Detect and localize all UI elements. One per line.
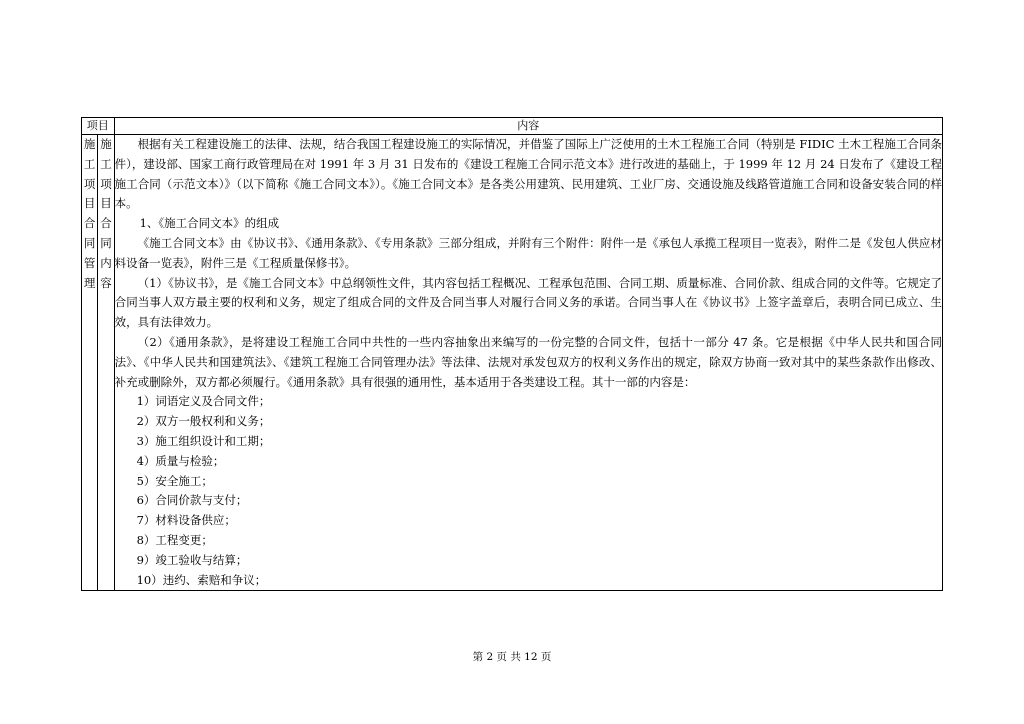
subsection-label-line: 合同内容 <box>100 216 112 290</box>
list-item: 2）双方一般权利和义务； <box>136 414 271 429</box>
column-header-item: 项目 <box>82 118 115 135</box>
content-paragraph: 根据有关工程建设施工的法律、法规，结合我国工程建设施工的实际情况，并借鉴了国际上广泛使用的土木工程施工合同（特别是 FIDIC 土木工程施工合同条件），建设部、国家工商行政管理局在对 1991 年 3 月 31 日发布的《建设工程施工合同示范文本》进行改进的基础上，于 1999 年 12 月 24 日发布了《建设工程施工合同（示范文本）》（以下简称《施工合同文本》）。《施工合同文本》是各类公用建筑、民用建筑、工业厂房、交通设施及线路管道施工合同和设备安装合同的样本。 <box>114 137 942 211</box>
section-label-char: 管 <box>83 255 96 270</box>
content-heading: 1、《施工合同文本》的组成 <box>139 216 280 231</box>
list-item: 5）安全施工； <box>136 473 213 488</box>
list-item: 10）违约、索赔和争议； <box>136 572 267 587</box>
list-item: 3）施工组织设计和工期； <box>136 433 271 448</box>
list-item: 4）质量与检验； <box>136 453 225 468</box>
content-cell <box>114 135 942 591</box>
section-label-char: 施 <box>83 137 96 151</box>
section-label-char: 工 <box>83 156 96 171</box>
subsection-label <box>98 135 114 591</box>
content-paragraph: （1）《协议书》，是《施工合同文本》中总纲领性文件，其内容包括工程概况、工程承包范围、合同工期、质量标准、合同价款、组成合同的文件等。它规定了合同当事人双方最主要的权利和义务，规定了组成合同的文件及合同当事人对履行合同义务的承诺。合同当事人在《协议书》上签字盖章后，表明合同已成立、生效，具有法律效力。 <box>114 275 942 330</box>
table-row <box>82 135 943 591</box>
document-table <box>81 117 943 591</box>
section-label-char: 同 <box>83 235 96 250</box>
list-item: 6）合同价款与支付； <box>136 493 248 508</box>
section-label-char: 目 <box>83 196 96 211</box>
page-number-footer: 第 2 页 共 12 页 <box>472 651 552 663</box>
section-label-char: 项 <box>83 176 96 191</box>
list-item: 8）工程变更； <box>136 532 213 547</box>
content-paragraph: 《施工合同文本》由《协议书》、《通用条款》、《专用条款》三部分组成，并附有三个附件：附件一是《承包人承揽工程项目一览表》，附件二是《发包人供应材料设备一览表》，附件三是《工程质量保修书》。 <box>114 235 942 270</box>
content-paragraph: （2）《通用条款》，是将建设工程施工合同中共性的一些内容抽象出来编写的一份完整的合同文件，包括十一部分 47 条。它是根据《中华人民共和国合同法》、《中华人民共和国建筑法》、《建筑工程施工合同管理办法》等法律、法规对承发包双方的权利义务作出的规定，除双方协商一致对其中的某些条款作出修改、补充或删除外，双方都必须履行。《通用条款》具有很强的通用性，基本适用于各类建设工程。其十一部的内容是： <box>114 334 942 389</box>
column-header-content: 内容 <box>114 118 942 135</box>
section-label-char: 理 <box>83 275 96 290</box>
table-header-row <box>82 118 943 135</box>
list-item: 9）竣工验收与结算； <box>136 552 248 567</box>
section-label-vertical <box>82 135 98 591</box>
subsection-label-line: 施工项目 <box>100 137 112 211</box>
list-item: 7）材料设备供应； <box>136 513 236 528</box>
list-item: 1）词语定义及合同文件； <box>136 394 271 409</box>
section-label-char: 合 <box>83 216 96 231</box>
